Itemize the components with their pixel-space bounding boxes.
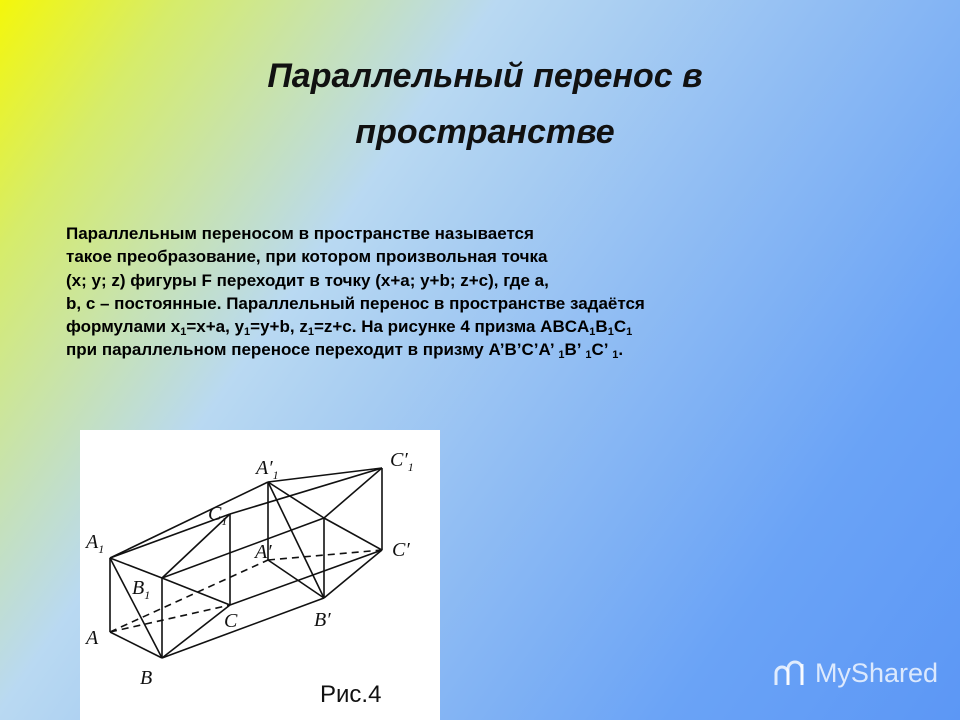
label-b1: $B_1$ [132, 577, 151, 602]
prism-figure [80, 430, 440, 720]
edge-ap-cp-hidden [268, 550, 382, 560]
segment-c-cp [230, 550, 382, 605]
myshared-logo-icon [773, 658, 809, 688]
formula-part: формулами x [66, 317, 181, 337]
paragraph-line-6 [66, 338, 926, 361]
sentence-part: B’ [564, 340, 586, 360]
sentence-part: . [618, 340, 624, 360]
slide-title [0, 48, 960, 160]
label-a1: $A_1$ [86, 531, 105, 556]
subscript: 1 [307, 326, 314, 339]
edge-a-b [110, 632, 162, 658]
slide-title-line-2: пространстве [355, 113, 615, 151]
edge-a1p-c1p [268, 468, 382, 482]
sentence-part: при параллельном переносе переходит в призму A’B’C’A’ [66, 340, 559, 360]
label-b-prime: B′ [314, 609, 331, 631]
prism-diagram [80, 430, 440, 720]
paragraph-line-4: b, c – постоянные. Параллельный перенос в пространстве задаётся [66, 293, 645, 313]
paragraph-line-3: (x; y; z) фигуры F переходит в точку (x+a; y+b; z+c), где a, [66, 270, 549, 290]
myshared-watermark [773, 656, 938, 690]
subscript: 1 [558, 349, 565, 362]
edge-b1p-c1p [324, 468, 382, 518]
label-b: B [140, 667, 153, 689]
formula-part: B [595, 317, 608, 337]
label-c: C [224, 610, 238, 632]
subscript: 1 [626, 326, 633, 339]
label-a-prime: A′ [255, 541, 272, 563]
formula-part: =x+a, y [186, 317, 245, 337]
edge-bp-cp [324, 550, 382, 598]
figure-caption: Рис.4 [320, 681, 382, 708]
formula-part: =y+b, z [250, 317, 308, 337]
subscript: 1 [585, 349, 592, 362]
sentence-part: C’ [591, 340, 613, 360]
edge-a1-b1 [110, 558, 162, 578]
subscript: 1 [180, 326, 187, 339]
label-c1: $C_1$ [208, 503, 228, 528]
prism-edges [110, 468, 382, 658]
label-c-prime: C′ [392, 539, 410, 561]
formula-part: C [613, 317, 627, 337]
paragraph-line-5 [66, 315, 926, 338]
label-a1-prime: $A'_1$ [256, 457, 279, 482]
subscript: 1 [607, 326, 614, 339]
segment-a1-a1p [110, 482, 268, 558]
formula-part: =z+c. На рисунке 4 призма ABCA [313, 317, 590, 337]
subscript: 1 [612, 349, 619, 362]
subscript: 1 [589, 326, 596, 339]
slide-title-line-1: Параллельный перенос в [267, 57, 703, 95]
paragraph-line-2: такое преобразование, при котором произвольная точка [66, 247, 548, 267]
diagonal-b1p-cp [324, 518, 382, 550]
watermark-text: MyShared [814, 657, 938, 688]
label-a: A [86, 627, 99, 649]
paragraph-line-1: Параллельным переносом в пространстве называется [66, 224, 534, 243]
label-c1-prime: $C'_1$ [390, 449, 414, 474]
definition-paragraph [66, 222, 926, 362]
diagonal-a1-b [110, 558, 162, 658]
segment-b-bp [162, 598, 324, 658]
subscript: 1 [244, 326, 251, 339]
